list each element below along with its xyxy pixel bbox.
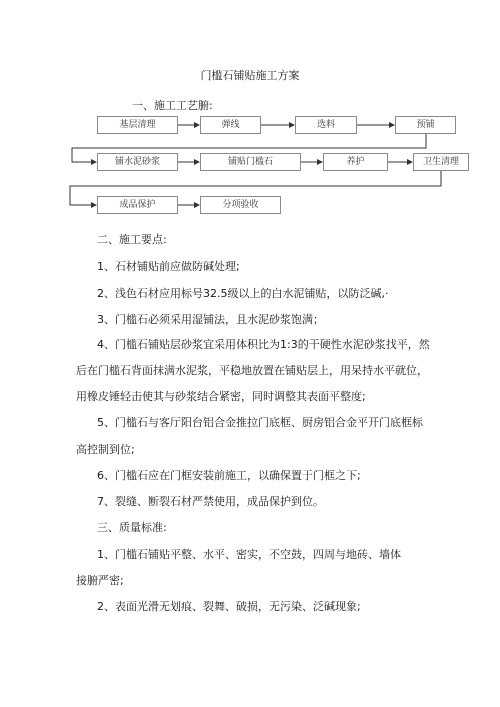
key-point-line: 1、石材铺贴前应做防碱处理;: [97, 260, 240, 273]
standard-line: 接腑严密;: [76, 574, 124, 587]
key-point-line: 4、门槛石铺贴层砂浆宜采用体积比为1:3的干硬性水泥砂浆找平，然: [97, 338, 430, 351]
flow-step-lay-threshold-stone: 铺贴门槛石: [200, 153, 301, 171]
section-heading-key-points: 二、施工要点:: [97, 233, 167, 246]
flow-step-material-selection: 选料: [295, 116, 357, 134]
flow-step-product-protection: 成品保护: [97, 196, 178, 214]
flow-step-pre-laying: 预铺: [395, 116, 456, 134]
key-point-line: 7、裂缝、断裂石材严禁使用，成品保护到位。: [97, 495, 324, 508]
key-point-line: 6、门槛石应在门框安装前施工，以确保置于门框之下;: [97, 469, 361, 482]
section-heading-quality-standards: 三、质量标准:: [97, 521, 167, 534]
flow-step-base-cleaning: 基层清理: [97, 116, 178, 134]
standard-line: 2、表面光滑无划痕、裂舞、破损，无污染、泛碱现象;: [97, 600, 361, 613]
key-point-line: 后在门槛石背面抹满水泥浆，平稳地放置在铺贴层上，用呆持水平就位，: [76, 364, 428, 377]
section-heading-process: 一、施工工艺腑:: [132, 99, 213, 112]
standard-line: 1、门槛石铺贴平整、水平、密实，不空鼓，四周与地砖、墙体: [97, 548, 401, 561]
key-point-line: 高控制到位;: [76, 443, 135, 456]
flow-step-hygiene-cleaning: 卫生清理: [413, 153, 469, 171]
flow-step-curing: 养护: [323, 153, 388, 171]
flow-step-spread-mortar: 铺水泥砂浆: [97, 153, 178, 171]
flow-step-line-marking: 弹线: [200, 116, 261, 134]
key-point-line: 5、门槛石与客厅阳台铝合金推拉门底框、厨房铝合金平开门底框标: [97, 416, 423, 429]
key-point-line: 3、门槛石必须采用湿铺法，且水泥砂浆饱满；: [97, 313, 324, 326]
key-point-line: 用橡皮锤轻击使其与砂浆结合紧密，同时调整其表面平整度;: [76, 390, 366, 403]
flow-step-acceptance: 分项验收: [200, 196, 281, 214]
document-title: 门槛石铺贴施工方案: [200, 69, 300, 82]
key-point-line: 2、浅色石材应用标号32.5级以上的白水泥铺贴，以防泛碱,·: [97, 287, 389, 300]
